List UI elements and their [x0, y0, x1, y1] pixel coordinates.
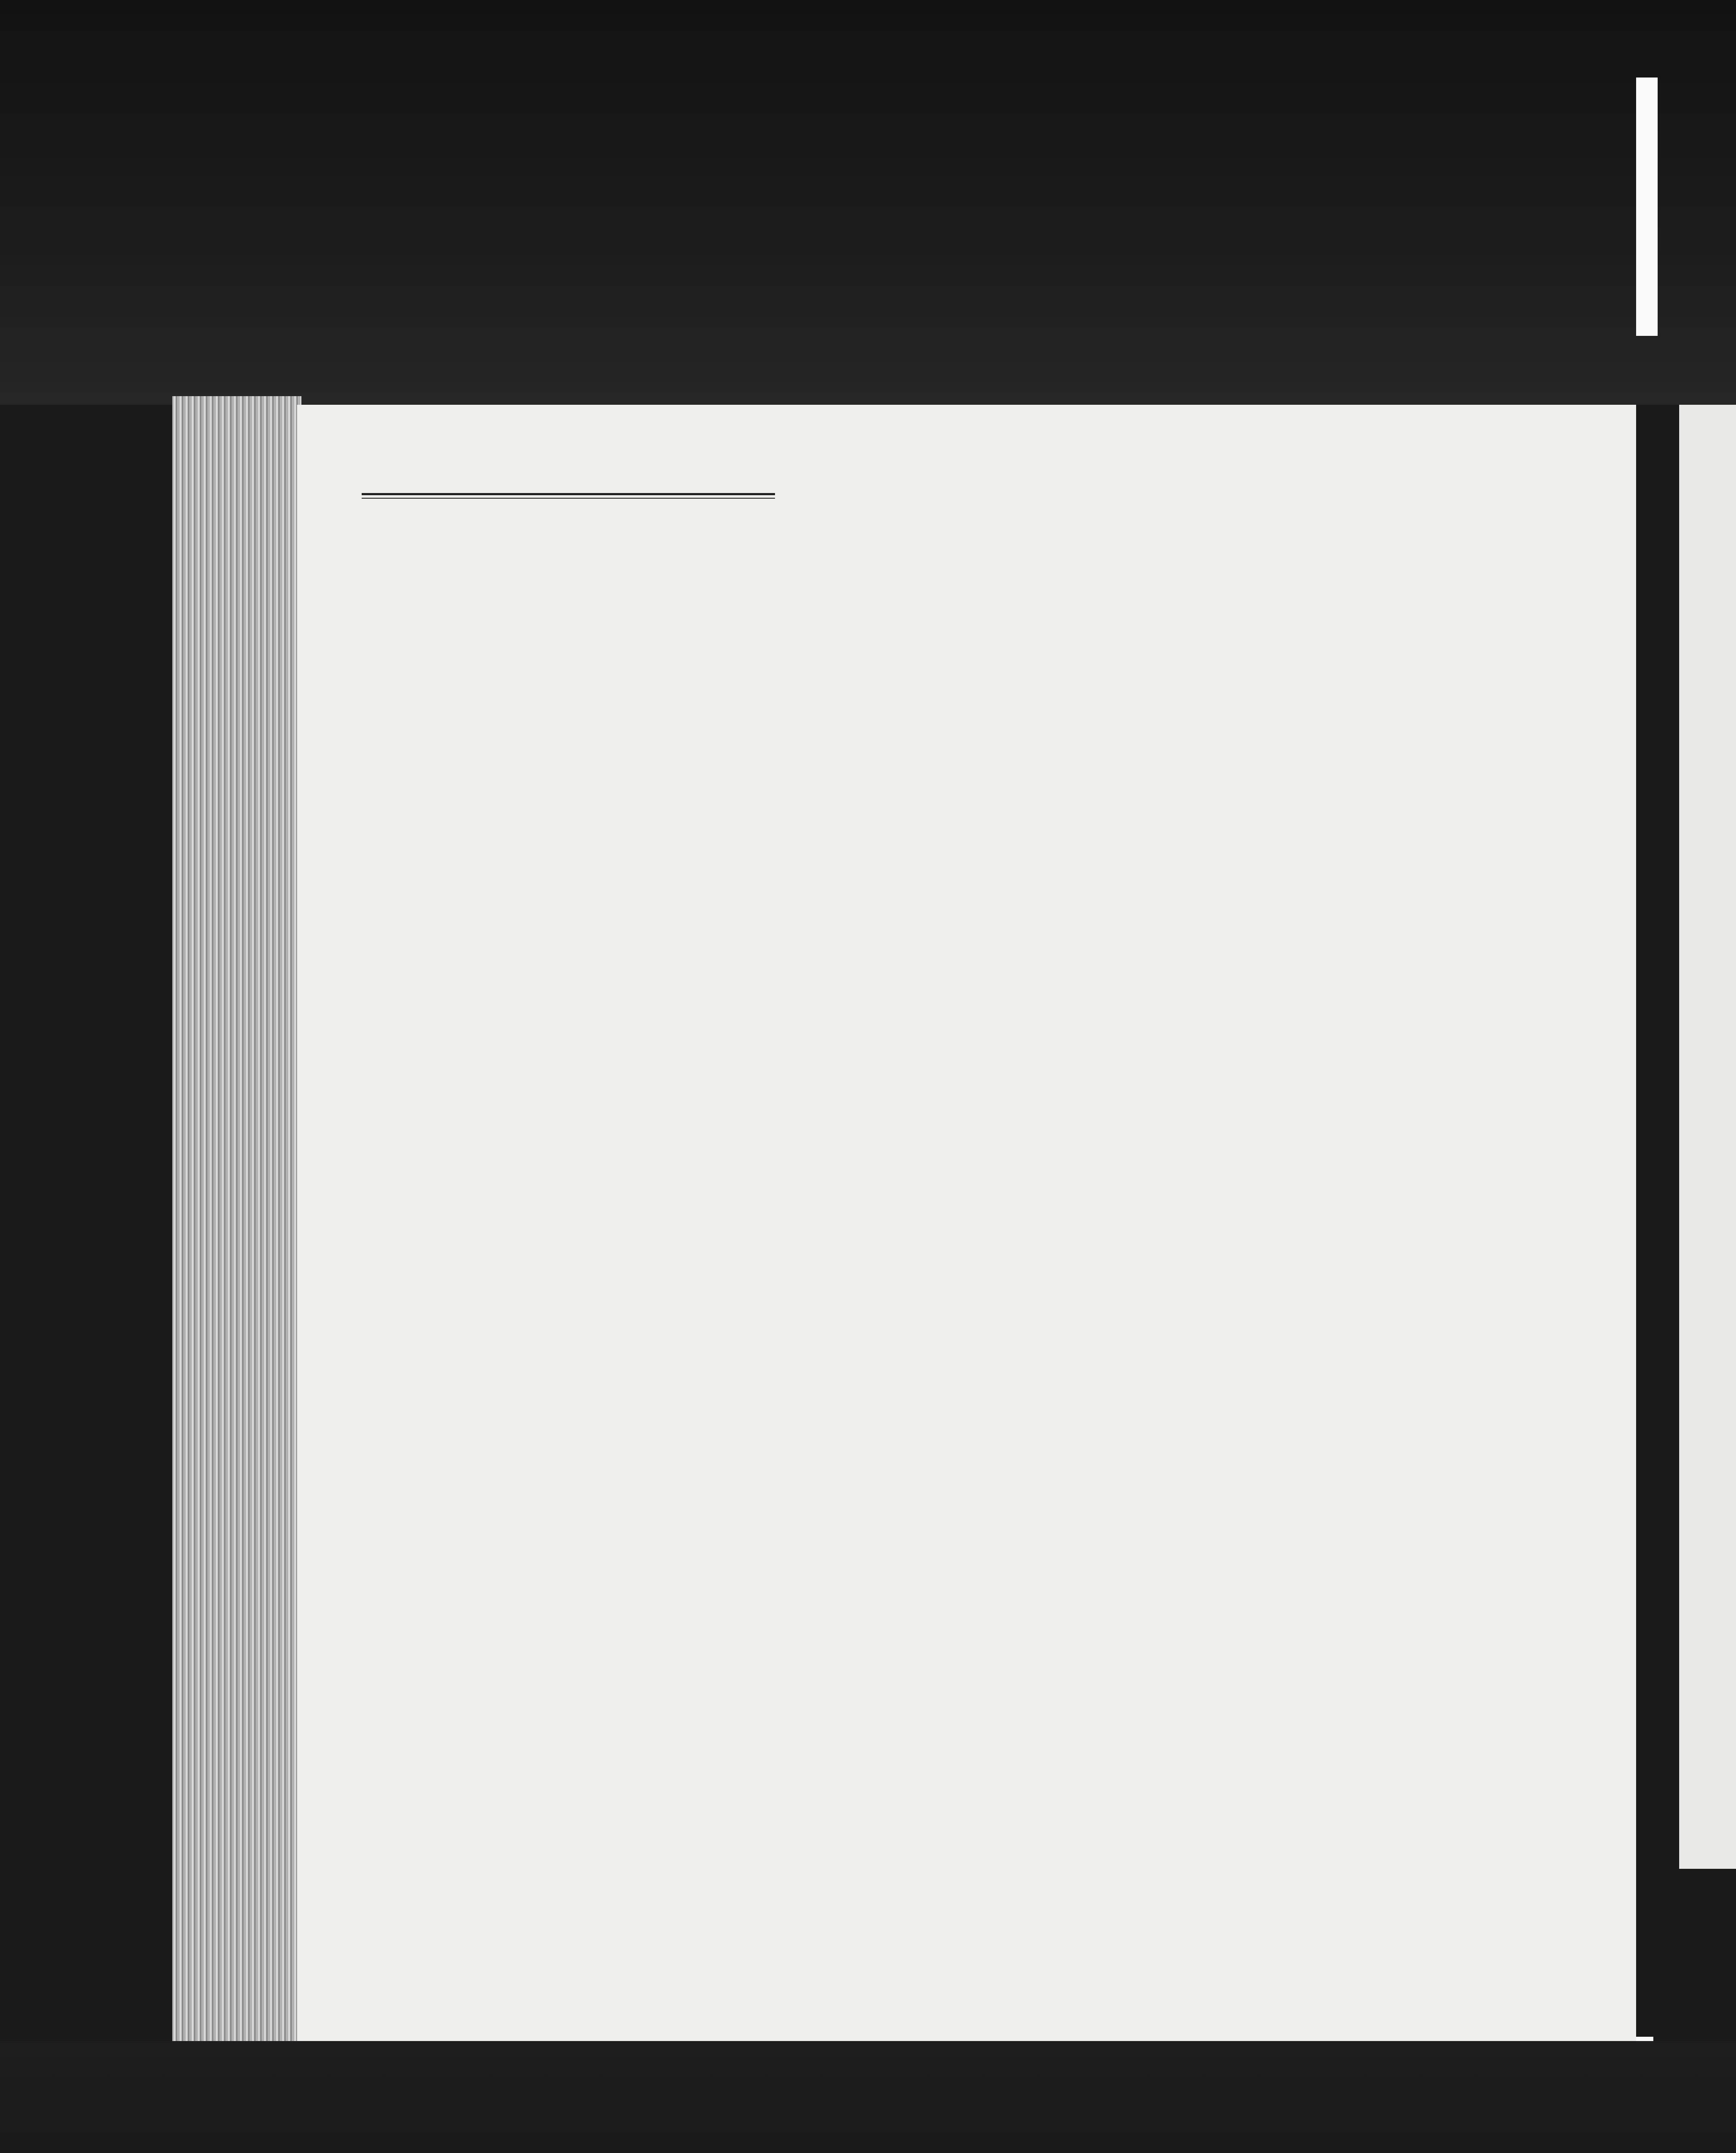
book-page-edges	[172, 396, 301, 2058]
chart-svg	[801, 1675, 1619, 1976]
dark-background-bottom	[0, 2041, 1736, 2153]
light-reflection-bar	[1636, 78, 1658, 336]
book-page	[297, 405, 1636, 2041]
divider	[362, 493, 775, 495]
column-1	[362, 489, 775, 516]
page-header	[353, 448, 1610, 478]
dark-background-top	[0, 0, 1736, 405]
next-page-strip	[1679, 405, 1736, 1869]
divider	[362, 498, 775, 499]
bar-chart	[801, 1675, 1619, 1976]
